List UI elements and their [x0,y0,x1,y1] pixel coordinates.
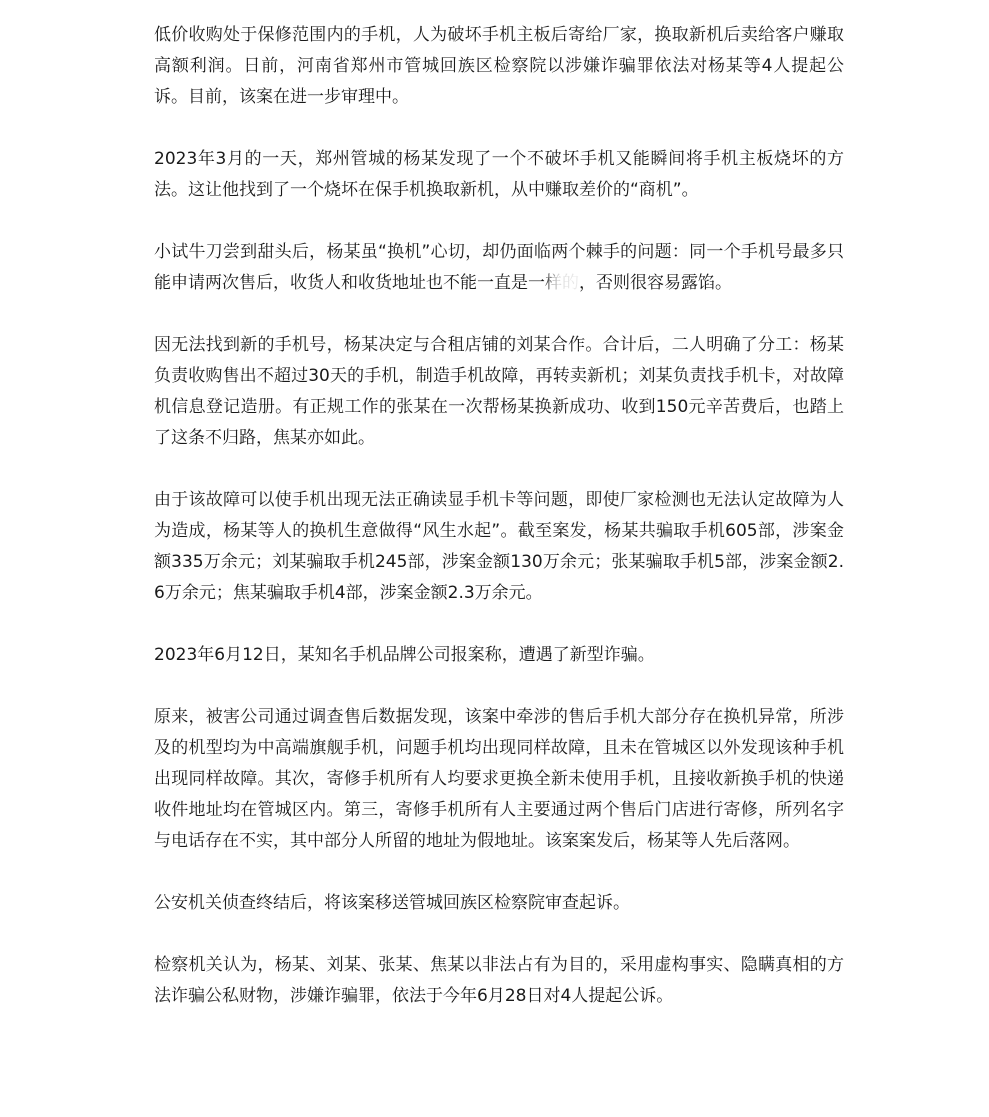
paragraph-problem [154,237,844,299]
paragraph-prosecution: 检察机关认为，杨某、刘某、张某、焦某以非法占有为目的，采用虚构事实、隐瞒真相的方法诈骗公私财物，涉嫌诈骗罪，依法于今年6月28日对4人提起公诉。 [154,955,844,1006]
paragraph-investigation: 原来，被害公司通过调查售后数据发现，该案中牵涉的售后手机大部分存在换机异常，所涉及的机型均为中高端旗舰手机，问题手机均出现同样故障，且未在管城区以外发现该种手机出现同样故障。其次，寄修手机所有人均要求更换全新未使用手机，且接收新换手机的快递收件地址均在管城区内。第三，寄修手机所有人主要通过两个售后门店进行寄修，所列名字与电话存在不实，其中部分人所留的地址为假地址。该案案发后，杨某等人先后落网。 [154,707,844,851]
paragraph-problem-text: 小试牛刀尝到甜头后，杨某虽“换机”心切，却仍面临两个棘手的问题：同一个手机号最多只能申请两次售后，收货人和收货地址也不能一直是 [154,242,844,293]
paragraph-amounts: 由于该故障可以使手机出现无法正确读显手机卡等问题，即使厂家检测也无法认定故障为人为造成，杨某等人的换机生意做得“风生水起”。截至案发，杨某共骗取手机605部，涉案金额335万余元；刘某骗取手机245部，涉案金额130万余元；张某骗取手机5部，涉案金额2.6万余元；焦某骗取手机4部，涉案金额2.3万余元。 [154,490,844,603]
paragraph-transfer: 公安机关侦查终结后，将该案移送管城回族区检察院审查起诉。 [154,893,630,913]
paragraph-discovery: 2023年3月的一天，郑州管城的杨某发现了一个不破坏手机又能瞬间将手机主板烧坏的方法。这让他找到了一个烧坏在保手机换取新机，从中赚取差价的“商机”。 [154,149,844,200]
article-body [154,20,844,1012]
paragraph-cooperation: 因无法找到新的手机号，杨某决定与合租店铺的刘某合作。合计后，二人明确了分工：杨某负责收购售出不超过30天的手机，制造手机故障，再转卖新机；刘某负责找手机卡，对故障机信息登记造册。有正规工作的张某在一次帮杨某换新成功、收到150元辛苦费后，也踏上了这条不归路，焦某亦如此。 [154,335,844,448]
faded-watermark-text: 一样的 [528,273,579,293]
paragraph-report: 2023年6月12日，某知名手机品牌公司报案称，遭遇了新型诈骗。 [154,645,655,665]
paragraph-intro: 低价收购处于保修范围内的手机，人为破坏手机主板后寄给厂家，换取新机后卖给客户赚取高额利润。日前，河南省郑州市管城回族区检察院以涉嫌诈骗罪依法对杨某等4人提起公诉。目前，该案在进一步审理中。 [154,25,844,107]
paragraph-problem-end: ，否则很容易露馅。 [579,273,732,293]
